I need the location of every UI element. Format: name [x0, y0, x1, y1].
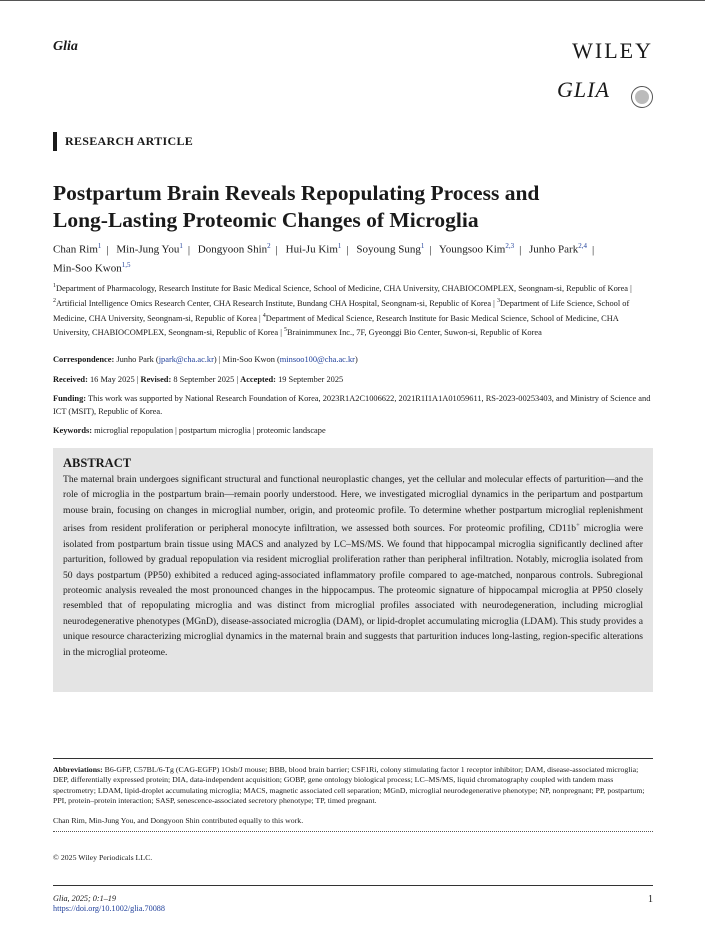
keywords-text: microglial repopulation | postpartum microglia | proteomic landscape	[94, 426, 326, 435]
email-link[interactable]: jpark@cha.ac.kr	[158, 355, 214, 364]
article-dates: Received: 16 May 2025 | Revised: 8 September 2025 | Accepted: 19 September 2025	[53, 375, 344, 384]
author-name[interactable]: Youngsoo Kim	[438, 243, 506, 256]
author-name[interactable]: Min-Jung You	[116, 243, 180, 256]
author-name[interactable]: Junho Park	[529, 243, 579, 256]
author-affiliation-ref[interactable]: 1	[97, 242, 102, 250]
affiliation-number: 2	[53, 297, 56, 304]
correspondence: Correspondence: Junho Park (jpark@cha.ac.kr) | Min-Soo Kwon (minsoo100@cha.ac.kr)	[53, 355, 358, 364]
funding-text: This work was supported by National Research Foundation of Korea, 2023R1A2C1006622, 2021R1I1A1A01059611, RS-2023-00253403, and Ministry of Science and ICT (MSIT), Republic of Korea.	[53, 394, 651, 416]
author-affiliation-ref[interactable]: 2,4	[578, 242, 587, 250]
accepted-date: 19 September 2025	[278, 375, 344, 384]
abstract-text	[63, 472, 643, 660]
author-affiliation-ref[interactable]: 1	[420, 242, 425, 250]
funding-label: Funding:	[53, 394, 87, 403]
footnote-divider	[53, 831, 653, 832]
abstract-heading: ABSTRACT	[63, 456, 132, 470]
author-name[interactable]: Min-Soo Kwon	[53, 262, 122, 275]
abstract-text-part: microglia were isolated from postpartum brain tissue using MACS and analyzed by LC–MS/MS. We found that hippocampal microglia significantly declined after parturition, followed by gradual repopulation via resident microglial proliferation rather than peripheral infiltration. Notably, microglia isolated from 50 days postpartum (PP50) exhibited a reduced aging-associated inflammatory profile compared to age-matched, nonparous controls. Subregional proteomic analysis revealed the most pronounced changes in the hippocampus. The proteomic signature of hippocampal microglia at PP50 closely resembled that of repopulating microglia and was distinct from microglial profiles associated with neurodegeneration, including microglial neurodegenerative phenotypes (MGnD), disease-associated microglia (DAM), or lipid-droplet accumulating microglia (LDAM). This study provides a unique resource characterizing microglial dynamics in the maternal brain and suggests that parturition induces long-lasting, region-specific alterations in the microglial proteome.	[63, 523, 643, 658]
affiliation-number: 3	[496, 297, 500, 304]
affiliation-text: Department of Life Science, School of Medicine, CHA University, Seongnam-si, Republic of Korea	[53, 298, 630, 323]
accepted-label: Accepted:	[240, 375, 276, 384]
affiliation-text: Department of Pharmacology, Research Institute for Basic Medical Science, School of Medicine, CHA University, CHABIOCOMPLEX, Seongnam-si, Republic of Korea	[56, 283, 629, 293]
received-date: 16 May 2025	[89, 375, 135, 384]
copyright: © 2025 Wiley Periodicals LLC.	[53, 853, 153, 862]
author-affiliation-ref[interactable]: 2	[267, 242, 271, 250]
correspondence-person: Min-Soo Kwon	[222, 355, 275, 364]
page-number: 1	[648, 894, 653, 905]
author-affiliation-ref[interactable]: 1,5	[121, 260, 131, 269]
correspondence-label: Correspondence:	[53, 355, 115, 364]
journal-seal-icon	[631, 86, 653, 108]
author-name[interactable]: Soyoung Sung	[356, 243, 421, 256]
top-rule	[0, 0, 705, 1]
journal-name: Glia	[53, 39, 78, 54]
abstract-text-part: The maternal brain undergoes significant structural and functional neuroplastic changes, yet the cellular and molecular effects of parturition—and the role of microglia in the postpartum brain—remain poorly understood. Here, we investigated microglial dynamics in the peripartum and postpartum mouse brain, focusing on changes in microglial number, origin, and proteomic profile. To determine whether postpartum microglial replenishment arises from resident proliferation or peripheral monocyte infiltration, we assessed both sources. For proteomic profiling, CD11b	[63, 474, 643, 535]
article-type-label: RESEARCH ARTICLE	[53, 132, 193, 151]
affiliation-number: 5	[283, 327, 287, 334]
funding	[53, 393, 653, 418]
title-line-2: Long-Lasting Proteomic Changes of Microglia	[53, 208, 479, 232]
footnote-rule	[53, 758, 653, 759]
affiliation-number: 1	[53, 283, 56, 289]
affiliation-text: Department of Medical Science, Research Institute for Basic Medical Science, School of Medicine, CHA University, CHABIOCOMPLEX, Seongnam-si, Republic of Korea	[53, 313, 619, 338]
author-name[interactable]: Dongyoon Shin	[197, 243, 268, 256]
keywords-label: Keywords:	[53, 426, 93, 435]
keywords	[53, 425, 653, 438]
author-affiliation-ref[interactable]: 1	[179, 242, 183, 250]
revised-label: Revised:	[140, 375, 172, 384]
affiliation-text: Artificial Intelligence Omics Research Center, CHA Research Institute, Bundang CHA Hospital, Seongnam-si, Republic of Korea	[56, 298, 492, 308]
abstract-box	[53, 448, 653, 692]
title-line-1: Postpartum Brain Reveals Repopulating Process and	[53, 181, 540, 205]
email-link[interactable]: minsoo100@cha.ac.kr	[279, 355, 355, 364]
author-list: Chan Rim$^1$ | Min-Jung You$^1$ | Dongyoon Shin$^2$ | Hui-Ju Kim$^1$ | Soyoung Sung$^1$ | Youngsoo Kim$^{2,3}$ | Junho Park$^{2,4}$ | Min-Soo Kwon$^{1,5}$	[53, 242, 595, 275]
revised-date: 8 September 2025	[173, 375, 235, 384]
publisher-logo: WILEY	[572, 38, 653, 63]
author-affiliation-ref[interactable]: 1	[337, 242, 342, 250]
equal-contribution-note: Chan Rim, Min-Jung You, and Dongyoon Shin contributed equally to this work.	[53, 816, 304, 825]
correspondence-person: Junho Park	[116, 355, 154, 364]
received-label: Received:	[53, 375, 88, 384]
author-name[interactable]: Chan Rim	[53, 243, 98, 256]
abbreviations	[53, 765, 653, 807]
article-title	[53, 180, 653, 234]
abstract-superscript: +	[576, 522, 580, 530]
footer-rule	[53, 885, 653, 886]
affiliations: $^1$Department of Pharmacology, Research Institute for Basic Medical Science, School of Medicine, CHA University, CHABIOCOMPLEX, Seongnam-si, Republic of Korea | $^2$Artificial Intelligence Omics Research Center, CHA Research Institute, Bundang CHA Hospital, Seongnam-si, Republic of Korea | $^3$Department of Life Science, School of Medicine, CHA University, Seongnam-si, Republic of Korea | $^4$Department of Medical Science, Research Institute for Basic Medical Science, School of Medicine, CHA University, CHABIOCOMPLEX, Seongnam-si, Republic of Korea | $^5$Brainimmunex Inc., 7F, Gyeonggi Bio Center, Suwon-si, Republic of Korea	[53, 283, 632, 338]
author-affiliation-ref[interactable]: 2,3	[505, 242, 515, 250]
affiliation-text: Brainimmunex Inc., 7F, Gyeonggi Bio Center, Suwon-si, Republic of Korea	[286, 328, 542, 338]
abbreviations-label: Abbreviations:	[53, 765, 103, 774]
abbreviations-text: B6-GFP, C57BL/6-Tg (CAG-EGFP) 1Osb/J mouse; BBB, blood brain barrier; CSF1Ri, colony stimulating factor 1 receptor inhibitor; DAM, disease-associated microglia; DEP, differentially expressed protein; DIA, data-independent acquisition; GOBP, gene ontology biological process; LC–MS/MS, liquid chromatography coupled with tandem mass spectrometry; LDAM, lipid-droplet accumulating microglia; MACS, magnetic associated cell separation; MGnD, microglial neurodegenerative phenotype; NP, nonpregnant; PP, postpartum; PPI, protein–protein interaction; SASP, senescence-associated secretory phenotype; TP, timed pregnant.	[53, 765, 645, 806]
journal-logo: GLIA	[557, 77, 610, 102]
affiliation-number: 4	[262, 312, 266, 319]
footer-citation: Glia, 2025; 0:1–19	[53, 894, 116, 903]
doi-link[interactable]: https://doi.org/10.1002/glia.70088	[53, 904, 165, 913]
author-name[interactable]: Hui-Ju Kim	[285, 243, 338, 256]
